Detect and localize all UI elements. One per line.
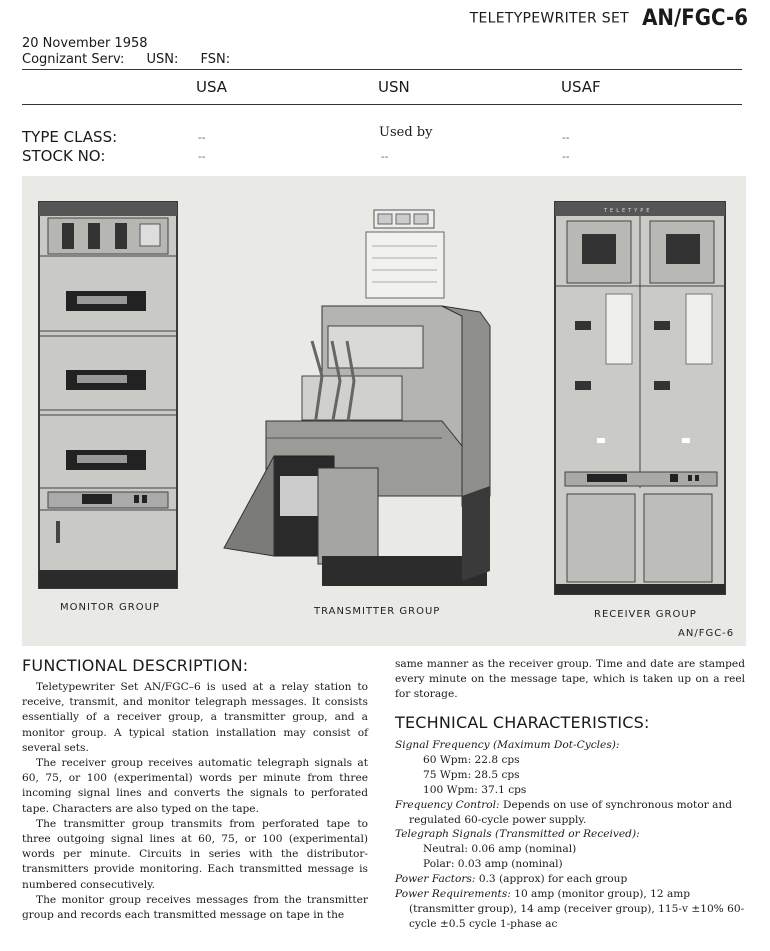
divider-bottom [22, 104, 742, 105]
type-class-usa: -- [198, 131, 206, 144]
monitor-group-rack [39, 202, 177, 588]
technical-characteristics-heading: TECHNICAL CHARACTERISTICS: [395, 713, 650, 732]
document-title [470, 6, 748, 31]
designation: AN/FGC-6 [642, 6, 748, 31]
receiver-group-rack [555, 202, 725, 594]
receiver-plate: TELETYPE [604, 208, 653, 214]
service-usaf: USAF [561, 78, 601, 96]
stock-no-usa: -- [198, 150, 206, 163]
type-class-usaf: -- [562, 131, 570, 144]
technical-characteristics-list [395, 738, 745, 932]
power-requirements: Power Requirements: 10 amp (monitor group), 12 amp (transmitter group), 14 amp (receiver group), 115-v ±10% 60-cycle ±0.5 cycle 1-phase ac [395, 888, 745, 930]
stock-no-label: STOCK NO: [22, 147, 106, 165]
functional-paragraph-1: Teletypewriter Set AN/FGC–6 is used at a relay station to receive, transmit, and monitor telegraph messages. It consists essentially of a receiver group, a transmitter group, and a monitor group. A typical station installation may consist of several sets. [22, 681, 368, 754]
functional-description-body [22, 680, 368, 923]
service-usa: USA [196, 78, 228, 96]
cognizant-label: Cognizant Serv: [22, 52, 125, 67]
equipment-photo [22, 176, 746, 646]
telegraph-signals-label: Telegraph Signals (Transmitted or Received): [395, 828, 640, 841]
stock-no-usaf: -- [562, 150, 570, 163]
document-date: 20 November 1958 [22, 36, 148, 51]
signal-frequency-60: 60 Wpm: 22.8 cps [423, 753, 520, 766]
fsn-label: FSN: [200, 52, 231, 67]
functional-paragraph-2: The receiver group receives automatic telegraph signals at 60, 75, or 100 (experimental) words per minute from three incoming signal lines and converts the signals to perforated tape. Characters are also typed on the tape. [22, 757, 368, 815]
transmitter-group-console [224, 210, 490, 586]
functional-paragraph-3: The transmitter group transmits from perforated tape to three outgoing signal lines at 60, 75, or 100 (experimental) words per minute. Circuits in series with the distributor-transmitters provide monitoring. Each transmitted message is numbered consecutively. [22, 817, 368, 891]
functional-description-heading: FUNCTIONAL DESCRIPTION: [22, 656, 249, 675]
used-by-label: Used by [379, 125, 433, 140]
usn-label: USN: [146, 52, 179, 67]
signal-frequency-100: 100 Wpm: 37.1 cps [423, 783, 527, 796]
divider-top [22, 69, 742, 70]
caption-receiver-group: RECEIVER GROUP [594, 609, 697, 620]
cognizant-line [22, 52, 248, 67]
set-name: TELETYPEWRITER SET [469, 10, 629, 27]
functional-paragraph-4: The monitor group receives messages from the transmitter group and records each transmitted message on tape in the [22, 893, 368, 922]
signal-frequency-label: Signal Frequency (Maximum Dot-Cycles): [395, 739, 620, 751]
power-factors: Power Factors: 0.3 (approx) for each group [395, 873, 628, 886]
signal-frequency-75: 75 Wpm: 28.5 cps [423, 768, 520, 781]
caption-designation: AN/FGC-6 [678, 628, 735, 639]
caption-monitor-group: MONITOR GROUP [60, 602, 160, 613]
frequency-control: Frequency Control: Depends on use of synchronous motor and regulated 60-cycle power supply. [395, 798, 733, 826]
stock-no-usn: -- [381, 150, 389, 163]
service-usn: USN [378, 78, 410, 96]
functional-continued: same manner as the receiver group. Time and date are stamped every minute on the message tape, which is taken up on a reel for storage. [395, 658, 745, 701]
telegraph-signal-polar: Polar: 0.03 amp (nominal) [423, 858, 563, 871]
telegraph-signal-neutral: Neutral: 0.06 amp (nominal) [423, 843, 577, 856]
caption-transmitter-group: TRANSMITTER GROUP [314, 606, 441, 617]
type-class-label: TYPE CLASS: [22, 128, 118, 146]
